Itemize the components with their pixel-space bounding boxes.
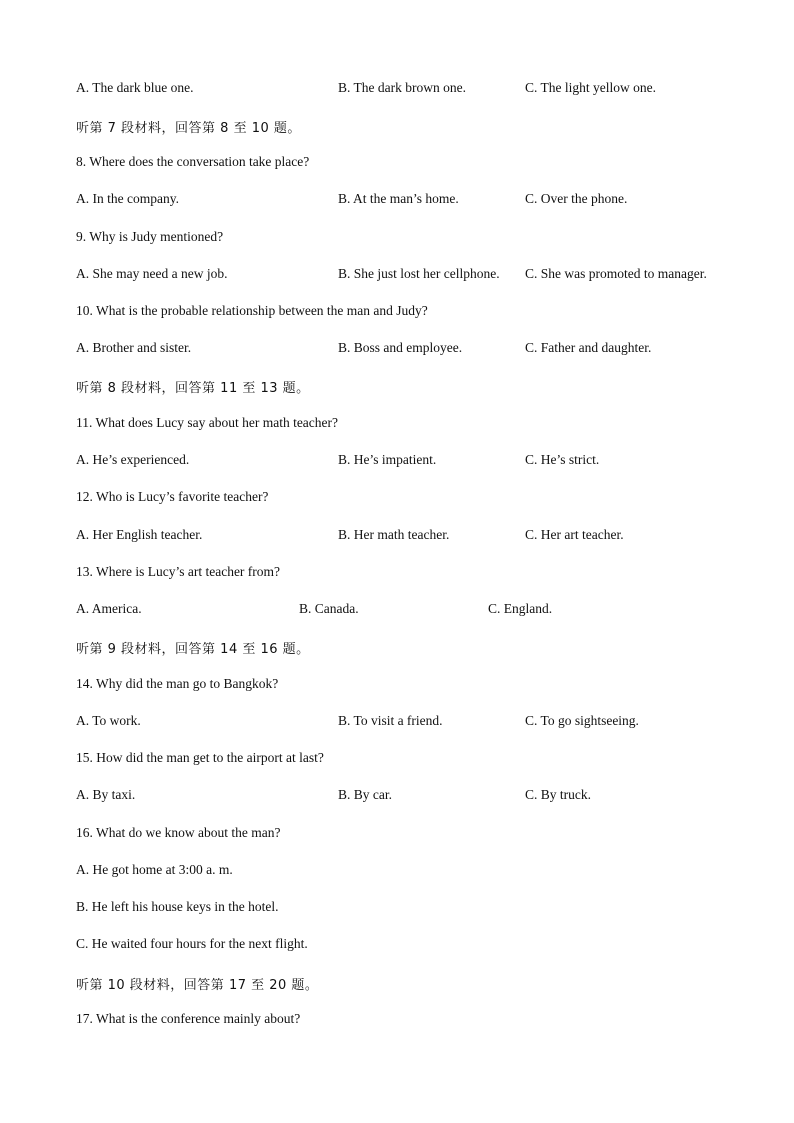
q10-option-c: C. Father and daughter. (525, 340, 652, 355)
q8-option-a: A. In the company. (76, 191, 179, 206)
q9-option-a: A. She may need a new job. (76, 266, 228, 281)
section-heading-8: 听第 8 段材料，回答第 11 至 13 题。 (76, 381, 310, 396)
question-13: 13. Where is Lucy’s art teacher from? (76, 564, 281, 579)
q11-option-b: B. He’s impatient. (338, 452, 437, 467)
question-16: 16. What do we know about the man? (76, 825, 281, 840)
question-15: 15. How did the man get to the airport at last? (76, 750, 324, 765)
q11-option-c: C. He’s strict. (525, 452, 600, 467)
q13-option-a: A. America. (76, 601, 142, 616)
question-9: 9. Why is Judy mentioned? (76, 229, 224, 244)
q16-option-c: C. He waited four hours for the next flight. (76, 936, 308, 951)
q14-option-a: A. To work. (76, 713, 141, 728)
q8-option-c: C. Over the phone. (525, 191, 628, 206)
q12-option-b: B. Her math teacher. (338, 527, 450, 542)
q7-option-b: B. The dark brown one. (338, 80, 466, 95)
question-12: 12. Who is Lucy’s favorite teacher? (76, 489, 269, 504)
q11-option-a: A. He’s experienced. (76, 452, 190, 467)
q7-option-a: A. The dark blue one. (76, 80, 194, 95)
question-11: 11. What does Lucy say about her math teacher? (76, 415, 339, 430)
question-14: 14. Why did the man go to Bangkok? (76, 676, 279, 691)
q13-option-c: C. England. (488, 601, 553, 616)
question-17: 17. What is the conference mainly about? (76, 1011, 301, 1026)
q9-option-c: C. She was promoted to manager. (525, 266, 707, 281)
q15-option-c: C. By truck. (525, 787, 591, 802)
q10-option-a: A. Brother and sister. (76, 340, 192, 355)
q14-option-c: C. To go sightseeing. (525, 713, 639, 728)
question-10: 10. What is the probable relationship between the man and Judy? (76, 303, 428, 318)
q10-option-b: B. Boss and employee. (338, 340, 463, 355)
q8-option-b: B. At the man’s home. (338, 191, 459, 206)
q9-option-b: B. She just lost her cellphone. (338, 266, 500, 281)
q15-option-a: A. By taxi. (76, 787, 136, 802)
q14-option-b: B. To visit a friend. (338, 713, 443, 728)
q15-option-b: B. By car. (338, 787, 392, 802)
q13-option-b: B. Canada. (299, 601, 359, 616)
q16-option-b: B. He left his house keys in the hotel. (76, 899, 279, 914)
section-heading-9: 听第 9 段材料，回答第 14 至 16 题。 (76, 642, 310, 657)
section-heading-10: 听第 10 段材料，回答第 17 至 20 题。 (76, 978, 319, 993)
q12-option-c: C. Her art teacher. (525, 527, 624, 542)
q16-option-a: A. He got home at 3:00 a. m. (76, 862, 233, 877)
section-heading-7: 听第 7 段材料，回答第 8 至 10 题。 (76, 121, 301, 136)
q12-option-a: A. Her English teacher. (76, 527, 203, 542)
question-8: 8. Where does the conversation take place? (76, 154, 310, 169)
q7-option-c: C. The light yellow one. (525, 80, 656, 95)
